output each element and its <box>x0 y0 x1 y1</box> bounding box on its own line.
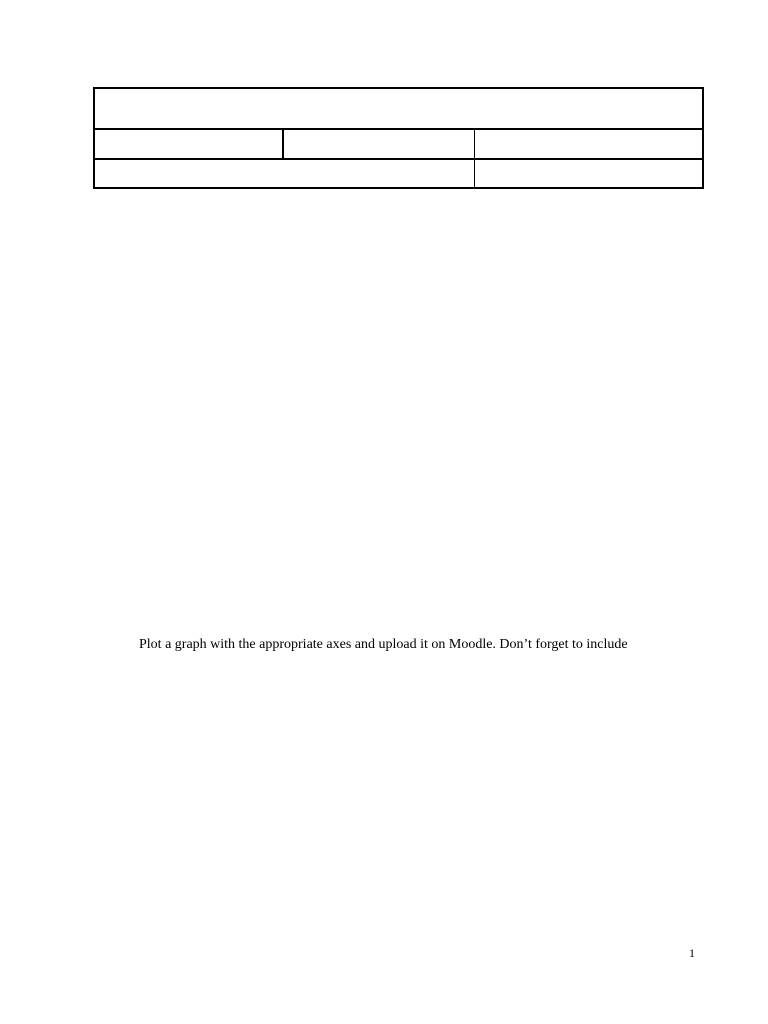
header-table <box>93 87 704 189</box>
instruction-text: Plot a graph with the appropriate axes and upload it on Moodle. Don’t forget to include <box>139 637 628 652</box>
header-title-cell <box>95 89 702 128</box>
header-title-row <box>95 89 702 130</box>
page-number: 1 <box>689 946 695 960</box>
header-cell-2 <box>284 130 475 158</box>
header-detail-row <box>95 160 702 189</box>
header-cell-1 <box>95 130 284 158</box>
header-cell-3 <box>475 130 702 158</box>
header-info-row <box>95 130 702 160</box>
header-cell-4 <box>95 160 475 189</box>
header-cell-5 <box>475 160 702 189</box>
